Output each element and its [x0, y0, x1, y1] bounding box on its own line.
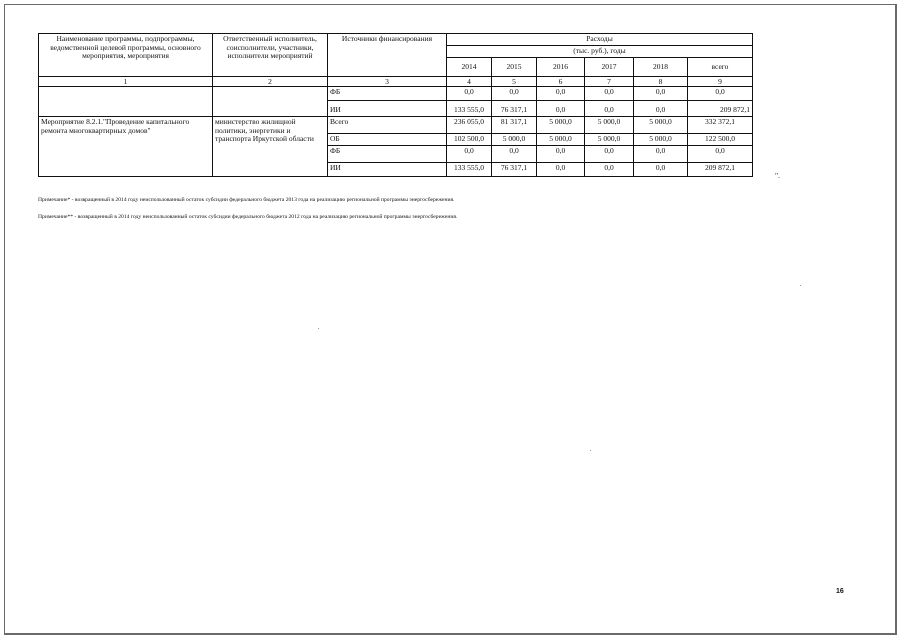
expense-value: 0,0: [585, 146, 634, 163]
column-number: 7: [585, 77, 634, 87]
header-year: 2015: [492, 58, 537, 77]
header-year: 2018: [634, 58, 688, 77]
expense-value: 0,0: [585, 87, 634, 101]
expense-value: 5 000,0: [537, 117, 585, 134]
funding-source: ИИ: [328, 101, 447, 117]
header-expenses: Расходы: [447, 34, 753, 46]
expense-value: 122 500,0: [688, 134, 753, 146]
table-row: [39, 87, 753, 101]
scan-speck: [800, 285, 801, 286]
expense-value: 332 372,1: [688, 117, 753, 134]
scan-speck: [590, 450, 591, 451]
expense-value: 0,0: [634, 146, 688, 163]
expense-value: 0,0: [585, 163, 634, 177]
program-name-cell: [39, 87, 213, 117]
header-executor: Ответственный исполнитель, соисполнители, участники, исполнители мероприятий: [213, 34, 328, 77]
expense-value: 0,0: [492, 146, 537, 163]
header-program-name: Наименование программы, подпрограммы, ведомственной целевой программы, основного мероприятия, мероприятия: [39, 34, 213, 77]
expense-value: 133 555,0: [447, 163, 492, 177]
column-number: 2: [213, 77, 328, 87]
header-funding-sources: Источники финансирования: [328, 34, 447, 77]
expense-value: 5 000,0: [634, 117, 688, 134]
expense-value: 236 055,0: [447, 117, 492, 134]
expense-value: 76 317,1: [492, 101, 537, 117]
expense-value: 0,0: [634, 163, 688, 177]
footnote-2: Примечание** - возвращенный в 2014 году неиспользованный остаток субсидии федерального бюджета 2012 года на реализацию региональной программы энергосбережения.: [38, 214, 458, 220]
expense-value: 5 000,0: [634, 134, 688, 146]
column-number: 4: [447, 77, 492, 87]
expense-value: 0,0: [447, 146, 492, 163]
page-number: 16: [836, 588, 844, 595]
column-number: 3: [328, 77, 447, 87]
expense-value: 5 000,0: [585, 134, 634, 146]
column-number: 6: [537, 77, 585, 87]
expense-value: 5 000,0: [492, 134, 537, 146]
activity-name: Мероприятие 8.2.1."Проведение капитального ремонта многоквартирных домов": [39, 117, 213, 177]
footnote-1: Примечание* - возвращенный в 2014 году неиспользованный остаток субсидии федерального бюджета 2013 года на реализацию региональной программы энергосбережения.: [38, 197, 455, 203]
header-year: 2017: [585, 58, 634, 77]
expense-value: 0,0: [537, 101, 585, 117]
expense-value: 102 500,0: [447, 134, 492, 146]
funding-source: ИИ: [328, 163, 447, 177]
column-number: 1: [39, 77, 213, 87]
closing-quote-mark: ".: [775, 171, 780, 180]
header-year: 2016: [537, 58, 585, 77]
header-total: всего: [688, 58, 753, 77]
column-number: 5: [492, 77, 537, 87]
expense-value: 0,0: [492, 87, 537, 101]
funding-source: Всего: [328, 117, 447, 134]
table-row: [39, 117, 753, 134]
expense-value: 5 000,0: [537, 134, 585, 146]
expense-value: 81 317,1: [492, 117, 537, 134]
header-year: 2014: [447, 58, 492, 77]
expense-value: 0,0: [634, 87, 688, 101]
scan-speck: [318, 328, 319, 329]
funding-source: ФБ: [328, 87, 447, 101]
expenses-table: [38, 33, 753, 177]
expense-value: 0,0: [688, 87, 753, 101]
funding-source: ФБ: [328, 146, 447, 163]
expense-value: 0,0: [634, 101, 688, 117]
expense-value: 133 555,0: [447, 101, 492, 117]
funding-source: ОБ: [328, 134, 447, 146]
expense-value: 209 872,1: [688, 101, 753, 117]
expense-value: 5 000,0: [585, 117, 634, 134]
executor-cell: [213, 87, 328, 117]
header-units: (тыс. руб.), годы: [447, 46, 753, 58]
expense-value: 0,0: [537, 87, 585, 101]
column-number: 8: [634, 77, 688, 87]
expense-value: 0,0: [537, 146, 585, 163]
expense-value: 0,0: [585, 101, 634, 117]
activity-executor: министерство жилищной политики, энергетики и транспорта Иркутской области: [213, 117, 328, 177]
expense-value: 76 317,1: [492, 163, 537, 177]
column-number: 9: [688, 77, 753, 87]
expense-value: 209 872,1: [688, 163, 753, 177]
expense-value: 0,0: [537, 163, 585, 177]
expense-value: 0,0: [447, 87, 492, 101]
expense-value: 0,0: [688, 146, 753, 163]
